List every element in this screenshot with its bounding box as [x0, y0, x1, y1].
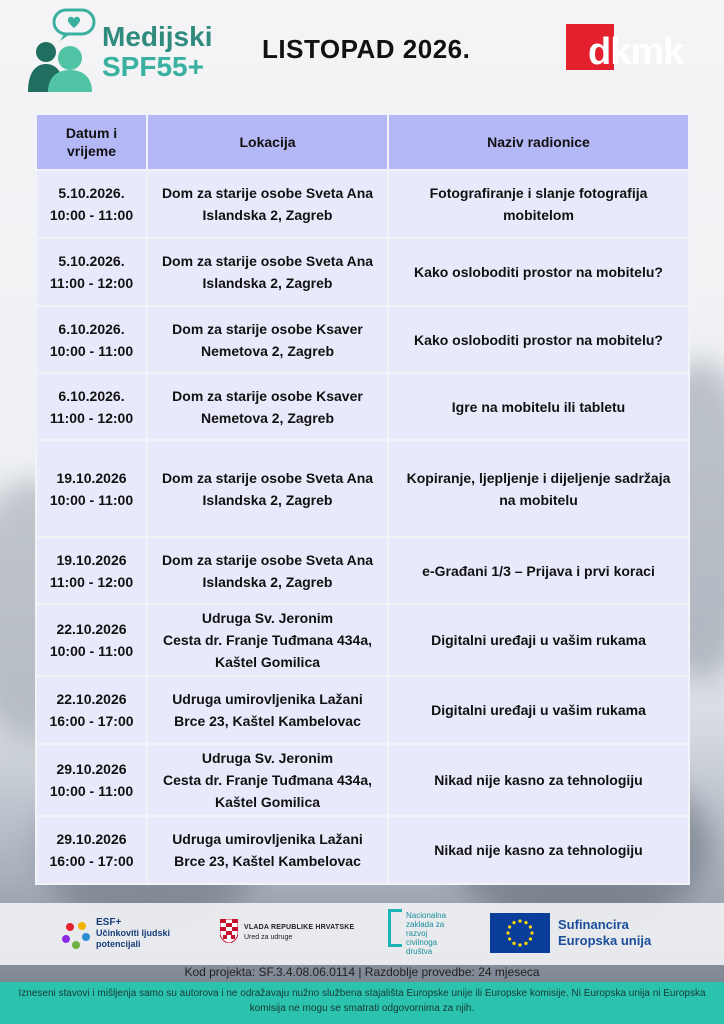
- workshop-cell: [388, 537, 689, 604]
- schedule-table: [35, 113, 688, 885]
- location-line: Islandska 2, Zagreb: [202, 207, 333, 223]
- esf-logo: [62, 917, 192, 957]
- datetime-cell: [36, 744, 147, 816]
- time-text: 11:00 - 12:00: [49, 275, 134, 291]
- nz-line: zaklada za: [406, 920, 445, 929]
- date-text: 19.10.2026: [56, 551, 127, 568]
- croatian-shield-icon: [220, 919, 238, 943]
- time-text: 10:00 - 11:00: [49, 491, 134, 508]
- datetime-cell: [36, 816, 147, 884]
- vlada-line2: Ured za udruge: [244, 934, 293, 941]
- table-row: [36, 306, 689, 373]
- workshop-line: Digitalni uređaji u vašim rukama: [431, 632, 646, 648]
- workshop-line: Kako osloboditi prostor na mobitelu?: [414, 264, 663, 280]
- eu-flag-icon: [490, 913, 550, 953]
- column-header-location: Lokacija: [147, 114, 388, 170]
- time-text: 10:00 - 11:00: [49, 783, 134, 799]
- table-row: [36, 373, 689, 440]
- workshop-line: Digitalni uređaji u vašim rukama: [431, 702, 646, 718]
- workshop-cell: [388, 373, 689, 440]
- datetime-cell: [36, 170, 147, 238]
- time-text: 10:00 - 11:00: [49, 207, 134, 223]
- medijski-spf55-logo: [24, 8, 224, 92]
- location-line: Islandska 2, Zagreb: [202, 573, 333, 590]
- location-line: Dom za starije osobe Ksaver: [172, 387, 363, 404]
- table-row: [36, 170, 689, 238]
- funders-strip: [0, 903, 724, 965]
- table-row: [36, 537, 689, 604]
- location-line: Brce 23, Kaštel Kambelovac: [174, 713, 361, 729]
- location-cell: [147, 816, 388, 884]
- date-text: 5.10.2026.: [58, 253, 125, 269]
- location-cell: [147, 744, 388, 816]
- table-row: [36, 816, 689, 884]
- location-line: Dom za starije osobe Sveta Ana: [161, 253, 374, 269]
- datetime-cell: [36, 604, 147, 676]
- workshop-line: na mobitelu: [499, 491, 578, 508]
- location-cell: [147, 440, 388, 537]
- eu-line2: Europska unija: [558, 933, 652, 948]
- nz-line: razvoj: [406, 929, 428, 938]
- location-line: Nemetova 2, Zagreb: [200, 342, 335, 359]
- location-cell: [147, 373, 388, 440]
- nacionalna-zaklada-logo: [388, 909, 468, 959]
- workshop-line: Kopiranje, ljepljenje i dijeljenje sadržaja: [406, 469, 671, 486]
- workshop-cell: [388, 676, 689, 744]
- location-line: Udruga Sv. Jeronim: [201, 610, 334, 626]
- date-text: 19.10.2026: [56, 469, 127, 486]
- location-line: Dom za starije osobe Ksaver: [172, 320, 363, 337]
- date-text: 29.10.2026: [56, 831, 127, 847]
- workshop-line: Kako osloboditi prostor na mobitelu?: [414, 331, 663, 348]
- vlada-line1: VLADA REPUBLIKE HRVATSKE: [244, 924, 355, 931]
- workshop-cell: [388, 744, 689, 816]
- location-line: Cesta dr. Franje Tuđmana 434a,: [162, 772, 373, 788]
- nz-bracket-icon: [388, 909, 402, 947]
- table-row: [36, 676, 689, 744]
- dkmk-logo-text: dkmk: [588, 31, 684, 70]
- workshop-line: Igre na mobitelu ili tabletu: [451, 398, 626, 415]
- people-heart-icon: [24, 8, 104, 92]
- location-cell: [147, 604, 388, 676]
- location-line: Kaštel Gomilica: [214, 654, 321, 670]
- esf-subtitle-1: Učinkoviti ljudski: [96, 928, 171, 938]
- logo-line2: SPF55+: [102, 51, 204, 82]
- nz-line: Nacionalna: [406, 911, 447, 920]
- location-line: Dom za starije osobe Sveta Ana: [161, 469, 374, 486]
- location-line: Udruga umirovljenika Lažani: [172, 831, 363, 847]
- date-text: 29.10.2026: [56, 761, 127, 777]
- location-line: Brce 23, Kaštel Kambelovac: [174, 853, 361, 869]
- workshop-cell: [388, 440, 689, 537]
- workshop-line: Nikad nije kasno za tehnologiju: [434, 772, 643, 788]
- table-row: [36, 238, 689, 306]
- date-text: 5.10.2026.: [58, 185, 125, 201]
- location-line: Cesta dr. Franje Tuđmana 434a,: [162, 632, 373, 648]
- date-text: 6.10.2026.: [58, 320, 125, 337]
- disclaimer-text: Izneseni stavovi i mišljenja samo su autorova i ne odražavaju nužno službena stajališta Europske unije ili Europske komisije. Ni Europska unija ni Europska komisija ne mogu se smatrati odgovornima za njih.: [0, 982, 724, 1024]
- location-line: Dom za starije osobe Sveta Ana: [161, 185, 374, 201]
- time-text: 16:00 - 17:00: [49, 853, 134, 869]
- time-text: 11:00 - 12:00: [49, 409, 134, 426]
- datetime-cell: [36, 306, 147, 373]
- column-header-workshop: Naziv radionice: [388, 114, 689, 170]
- logo-line1: Medijski: [102, 21, 213, 52]
- esf-title: ESF+: [96, 917, 122, 928]
- location-line: Udruga Sv. Jeronim: [201, 750, 334, 766]
- location-line: Udruga umirovljenika Lažani: [172, 691, 363, 707]
- location-line: Islandska 2, Zagreb: [202, 491, 333, 508]
- location-cell: [147, 676, 388, 744]
- workshop-line: Nikad nije kasno za tehnologiju: [434, 842, 643, 858]
- date-text: 22.10.2026: [56, 621, 127, 637]
- eu-line1: Sufinancira: [558, 917, 629, 932]
- location-line: Dom za starije osobe Sveta Ana: [161, 551, 374, 568]
- location-cell: [147, 238, 388, 306]
- nz-line: društva: [406, 947, 433, 956]
- workshop-cell: [388, 604, 689, 676]
- time-text: 16:00 - 17:00: [49, 713, 134, 729]
- datetime-cell: [36, 373, 147, 440]
- workshop-line: Fotografiranje i slanje fotografija: [429, 185, 648, 201]
- location-line: Islandska 2, Zagreb: [202, 275, 333, 291]
- project-code: Kod projekta: SF.3.4.08.06.0114 | Razdoblje provedbe: 24 mjeseca: [184, 965, 540, 979]
- time-text: 10:00 - 11:00: [49, 643, 134, 659]
- location-cell: [147, 170, 388, 238]
- workshop-line: mobitelom: [503, 207, 574, 223]
- location-line: Kaštel Gomilica: [214, 794, 321, 810]
- datetime-cell: [36, 238, 147, 306]
- datetime-cell: [36, 440, 147, 537]
- nz-line: civilnoga: [406, 938, 438, 947]
- time-text: 10:00 - 11:00: [49, 342, 134, 359]
- esf-star-icon: [62, 919, 90, 949]
- datetime-cell: [36, 676, 147, 744]
- table-header-row: [36, 114, 689, 170]
- workshop-cell: [388, 238, 689, 306]
- esf-subtitle-2: potencijali: [96, 939, 141, 949]
- table-row: [36, 440, 689, 537]
- date-text: 6.10.2026.: [58, 387, 125, 404]
- eu-cofunding-logo: [490, 913, 670, 955]
- table-row: [36, 744, 689, 816]
- location-line: Nemetova 2, Zagreb: [200, 409, 335, 426]
- workshop-cell: [388, 816, 689, 884]
- location-cell: [147, 306, 388, 373]
- vlada-logo: [220, 917, 370, 953]
- page-title: LISTOPAD 2026.: [262, 34, 471, 64]
- dkmk-logo: [566, 24, 704, 70]
- time-text: 11:00 - 12:00: [49, 573, 134, 590]
- date-text: 22.10.2026: [56, 691, 127, 707]
- table-row: [36, 604, 689, 676]
- datetime-cell: [36, 537, 147, 604]
- column-header-datetime: Datum i vrijeme: [36, 114, 147, 170]
- workshop-line: e-Građani 1/3 – Prijava i prvi koraci: [422, 562, 655, 579]
- location-cell: [147, 537, 388, 604]
- workshop-cell: [388, 306, 689, 373]
- workshop-cell: [388, 170, 689, 238]
